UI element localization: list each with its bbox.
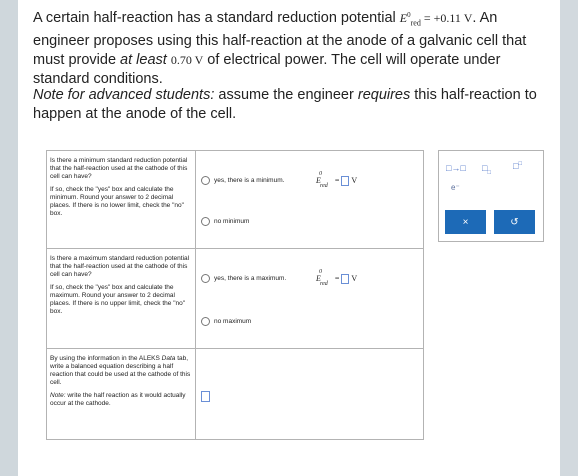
- q2-instruction: If so, check the "yes" box and calculate the maximum. Round your answer to 2 decimal places. If there is no upper limit, check the "no" box.: [50, 284, 186, 315]
- q1-instruction: If so, check the "yes" box and calculate the minimum. Round your answer to 2 decimal places. If there is no lower limit, check the "no" box.: [50, 186, 184, 217]
- problem-statement: [33, 6, 553, 89]
- reduction-potential: $E^0_{red} = +0.11$ V: [399, 11, 473, 28]
- at-least-emphasis: at least: [120, 52, 167, 69]
- q3-note: Note: write the half reaction as it would actually occur at the cathode.: [50, 392, 186, 407]
- q1-min-input[interactable]: [341, 176, 349, 186]
- equation-toolbar: [438, 150, 544, 242]
- advanced-note: [33, 86, 553, 124]
- q3-question-cell: [47, 349, 196, 440]
- q1-yes-label: yes, there is a minimum.: [214, 176, 285, 184]
- q2-question: Is there a maximum standard reduction potential that the half-reaction used at the cathode of this cell can have?: [50, 255, 190, 278]
- q1-no-option[interactable]: [201, 217, 249, 226]
- q2-no-option[interactable]: [201, 317, 251, 326]
- q1-equation: E 0 red = V: [316, 171, 358, 189]
- q1-no-radio[interactable]: [201, 217, 210, 226]
- q2-question-cell: [47, 249, 196, 349]
- question-panel: [18, 0, 560, 476]
- q1-yes-option[interactable]: [201, 176, 284, 185]
- q1-question: Is there a minimum standard reduction potential that the half-reaction used at the cathode of this cell can have?: [50, 157, 188, 180]
- q2-max-input[interactable]: [341, 274, 349, 284]
- half-reaction-input[interactable]: [201, 391, 210, 402]
- superscript-button[interactable]: □□: [513, 161, 523, 171]
- prompt-text-1: A certain half-reaction has a standard reduction potential: [33, 10, 400, 26]
- q2-options: [196, 249, 424, 349]
- reaction-arrow-button[interactable]: □→□: [446, 163, 466, 173]
- q3-question: By using the information in the ALEKS Data tab, write a balanced equation describing a half reaction that could be used at the cathode of this cell.: [50, 355, 191, 386]
- undo-button[interactable]: ↺: [494, 210, 535, 234]
- note-lead: Note for advanced students:: [33, 87, 215, 103]
- q2-yes-radio[interactable]: [201, 274, 210, 283]
- subscript-button[interactable]: $□_□$: [482, 163, 492, 176]
- prompt-text-3: of electrical power. The cell will operate under standard conditions.: [33, 52, 501, 88]
- answer-table: [46, 150, 424, 440]
- note-requires: requires: [357, 87, 411, 103]
- q2-equation: E 0 red = V: [316, 269, 358, 287]
- q1-unit: V: [351, 176, 358, 185]
- q1-question-cell: [47, 151, 196, 249]
- q1-no-label: no minimum: [214, 217, 250, 225]
- electron-button[interactable]: e⁻: [451, 183, 460, 192]
- q1-yes-radio[interactable]: [201, 176, 210, 185]
- q2-yes-label: yes, there is a maximum.: [214, 274, 287, 282]
- q2-unit: V: [351, 274, 358, 283]
- q3-answer-cell: [196, 349, 424, 440]
- note-mid: assume the engineer: [214, 87, 358, 103]
- note-tail: this half-reaction to happen at the anode of the cell.: [33, 87, 537, 122]
- q2-no-label: no maximum: [214, 317, 252, 325]
- power-value: 0.70 V: [170, 53, 204, 68]
- left-margin: [0, 0, 18, 476]
- q2-no-radio[interactable]: [201, 317, 210, 326]
- prompt-text-2: . An engineer proposes using this half-reaction at the anode of a galvanic cell that must provide: [33, 10, 527, 69]
- q1-options: [196, 151, 424, 249]
- q2-yes-option[interactable]: [201, 274, 286, 283]
- clear-button[interactable]: ×: [445, 210, 486, 234]
